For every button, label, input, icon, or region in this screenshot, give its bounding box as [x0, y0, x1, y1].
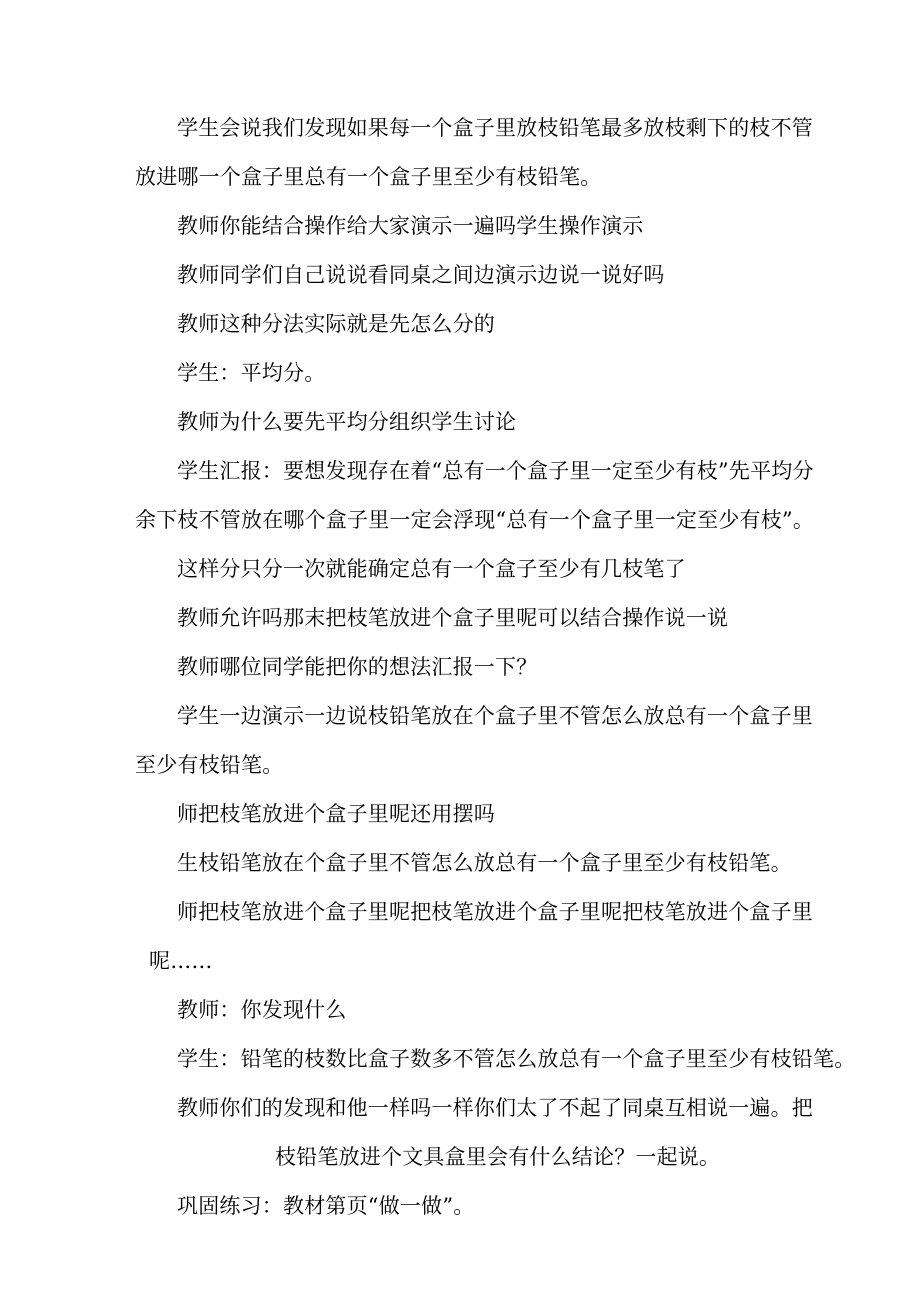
text-line: 教师允许吗那末把枝笔放进个盒子里呢可以结合操作说一说: [177, 606, 729, 630]
text-line: 教师同学们自己说说看同桌之间边演示边说一说好吗: [177, 263, 665, 287]
text-line: 生枝铅笔放在个盒子里不管怎么放总有一个盒子里至少有枝铅笔。: [177, 851, 792, 875]
text-line: 学生：铅笔的枝数比盒子数多不管怎么放总有一个盒子里至少有枝铅笔。: [177, 1047, 856, 1071]
text-line: 巩固练习：教材第页“做一做”。: [177, 1194, 475, 1218]
text-line: 呢……: [149, 949, 213, 973]
text-line: 枝铅笔放进个文具盒里会有什么结论？一起说。: [275, 1145, 721, 1169]
text-line: 学生会说我们发现如果每一个盒子里放枝铅笔最多放枝剩下的枝不管: [177, 116, 813, 140]
text-line: 至少有枝铅笔。: [135, 753, 284, 777]
text-line: 余下枝不管放在哪个盒子里一定会浮现“总有一个盒子里一定至少有枝”。: [135, 508, 815, 532]
text-line: 放进哪一个盒子里总有一个盒子里至少有枝铅笔。: [135, 165, 602, 189]
text-line: 师把枝笔放进个盒子里呢还用摆吗: [177, 802, 495, 826]
text-line: 学生一边演示一边说枝铅笔放在个盒子里不管怎么放总有一个盒子里: [177, 704, 813, 728]
text-line: 教师你们的发现和他一样吗一样你们太了不起了同桌互相说一遍。把: [177, 1096, 813, 1120]
text-line: 教师为什么要先平均分组织学生讨论: [177, 410, 517, 434]
text-line: 这样分只分一次就能确定总有一个盒子至少有几枝笔了: [177, 557, 686, 581]
text-line: 教师你能结合操作给大家演示一遍吗学生操作演示: [177, 214, 644, 238]
text-line: 师把枝笔放进个盒子里呢把枝笔放进个盒子里呢把枝笔放进个盒子里: [177, 900, 813, 924]
text-line: 教师：你发现什么: [177, 998, 347, 1022]
text-line: 教师这种分法实际就是先怎么分的: [177, 312, 495, 336]
text-line: 教师哪位同学能把你的想法汇报一下？: [177, 655, 538, 679]
text-line: 学生：平均分。: [177, 361, 326, 385]
text-line: 学生汇报：要想发现存在着“总有一个盒子里一定至少有枝”先平均分: [177, 459, 814, 483]
